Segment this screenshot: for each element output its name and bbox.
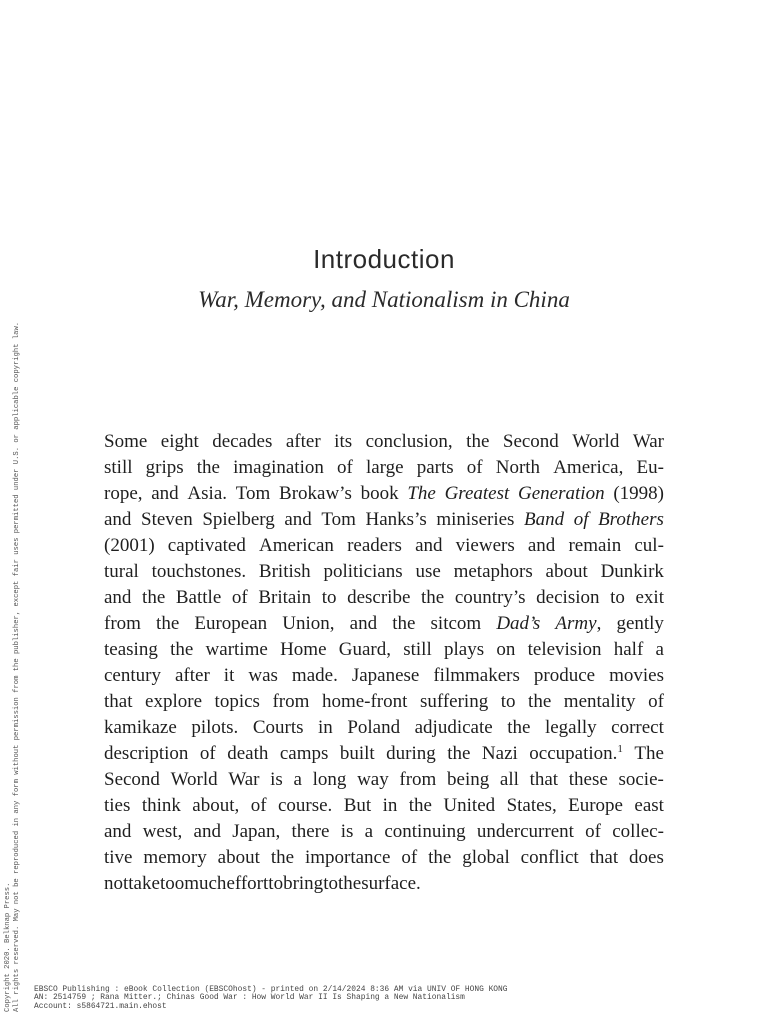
word: Britain	[258, 587, 312, 608]
word: filmmakers	[433, 665, 520, 686]
word: the	[392, 613, 416, 634]
word: collec-	[612, 821, 664, 842]
word: being	[447, 769, 490, 790]
word: socie-	[618, 769, 664, 790]
word: Tom	[321, 509, 356, 530]
word: Eu-	[636, 457, 664, 478]
word: and	[284, 509, 312, 530]
word: remain	[568, 535, 622, 556]
word: World	[572, 431, 620, 452]
word: there	[291, 821, 330, 842]
word: cul-	[634, 535, 664, 556]
word: mentality	[563, 691, 636, 712]
word: long	[312, 769, 347, 790]
word: country’s	[454, 587, 526, 608]
word: memory	[143, 847, 207, 868]
word: about	[217, 847, 260, 868]
word: is	[340, 821, 354, 842]
word: tive	[104, 847, 133, 868]
word: it	[223, 665, 235, 686]
paragraph-line	[104, 689, 664, 715]
word: Poland	[347, 717, 401, 738]
word: Japan,	[232, 821, 281, 842]
word: of	[337, 457, 353, 478]
paragraph-line	[104, 637, 664, 663]
word: of	[250, 795, 267, 816]
word: a	[293, 769, 302, 790]
word: and	[104, 509, 132, 530]
paragraph-line	[104, 767, 664, 793]
paragraph-line	[104, 559, 664, 585]
word: importance	[304, 847, 391, 868]
word: politicians	[323, 561, 403, 582]
word: description	[104, 743, 189, 764]
word: was	[248, 665, 278, 686]
paragraph-line	[104, 871, 664, 897]
word: readers	[347, 535, 402, 556]
word: after	[174, 665, 210, 686]
paragraph-line	[104, 715, 664, 741]
word: global	[462, 847, 510, 868]
word: to	[323, 873, 338, 894]
word: Dunkirk	[600, 561, 664, 582]
paragraph-line	[104, 481, 664, 507]
word: the	[270, 847, 295, 868]
word: home-front	[321, 691, 408, 712]
chapter-title: Introduction	[313, 244, 455, 274]
word: death	[227, 743, 269, 764]
word: produce	[533, 665, 596, 686]
word: all	[499, 769, 519, 790]
word: Dad’s	[496, 613, 541, 634]
word: way	[357, 769, 389, 790]
word: from	[272, 691, 310, 712]
paragraph-line	[104, 793, 664, 819]
word: topics	[214, 691, 260, 712]
word: the	[142, 587, 166, 608]
word: conflict	[520, 847, 579, 868]
word: Battle	[175, 587, 222, 608]
word: undercurrent	[476, 821, 574, 842]
word: of	[199, 743, 216, 764]
word: eight	[160, 431, 199, 452]
word: Asia.	[187, 483, 227, 504]
word: the	[507, 717, 531, 738]
word: the	[408, 795, 432, 816]
word: Home	[280, 639, 327, 660]
word: on	[496, 639, 516, 660]
word: Greatest	[444, 483, 510, 504]
chapter-subtitle: War, Memory, and Nationalism in China	[198, 287, 570, 312]
word: is	[270, 769, 283, 790]
word: take	[128, 873, 160, 894]
word: decision	[536, 587, 600, 608]
copyright-line: Copyright 2020. Belknap Press.	[4, 882, 12, 1012]
word: Nazi	[481, 743, 518, 764]
word: Brokaw’s	[279, 483, 352, 504]
word: Some	[104, 431, 148, 452]
paragraph-line	[104, 845, 664, 871]
word: plays	[444, 639, 485, 660]
word: course.	[277, 795, 333, 816]
word: of	[573, 509, 589, 530]
word: that	[589, 847, 619, 868]
word: still	[104, 457, 133, 478]
footer-print-line: EBSCO Publishing : eBook Collection (EBSCOhost) - printed on 2/14/2024 8:36 AM via UNIV OF HONG KONG	[34, 985, 508, 994]
footer-citation-line: AN: 2514759 ; Rana Mitter.; Chinas Good War : How World War II Is Shaping a New Nationalism	[34, 993, 465, 1003]
word: Brothers	[598, 509, 664, 530]
word: the	[466, 431, 490, 452]
word: not	[104, 873, 129, 894]
word: Army,	[555, 613, 602, 634]
body-paragraph	[104, 429, 664, 897]
word: a	[655, 639, 664, 660]
word: of	[466, 457, 483, 478]
word: in	[318, 717, 333, 738]
word: Tom	[235, 483, 271, 504]
word: and	[193, 821, 221, 842]
word: the	[337, 873, 362, 894]
paragraph-line	[104, 507, 664, 533]
word: touchstones.	[151, 561, 247, 582]
word: United	[443, 795, 496, 816]
word: the	[196, 457, 220, 478]
word: of	[231, 587, 248, 608]
word: decades	[212, 431, 273, 452]
word: America,	[553, 457, 624, 478]
word: tural	[104, 561, 139, 582]
word: television	[527, 639, 602, 660]
word: still	[403, 639, 432, 660]
word: exit	[635, 587, 664, 608]
word: from	[399, 769, 437, 790]
word: in	[382, 795, 398, 816]
word: the	[447, 743, 471, 764]
word: Second	[502, 431, 559, 452]
paragraph-line	[104, 611, 664, 637]
word: viewers	[455, 535, 515, 556]
word: too	[159, 873, 185, 894]
paragraph-line	[104, 663, 664, 689]
word: World	[170, 769, 218, 790]
word: War	[632, 431, 664, 452]
paragraph-line	[104, 533, 664, 559]
word: that	[529, 769, 559, 790]
word: American	[259, 535, 334, 556]
word: the	[421, 587, 445, 608]
word: of	[648, 691, 664, 712]
word: correct	[611, 717, 664, 738]
word: Japanese	[351, 665, 420, 686]
word: War	[228, 769, 260, 790]
word: and	[527, 535, 556, 556]
word: and	[104, 821, 132, 842]
word: wartime	[205, 639, 268, 660]
word: west,	[142, 821, 183, 842]
paragraph-line	[104, 585, 664, 611]
copyright-notice	[4, 252, 22, 1012]
word: Second	[104, 769, 160, 790]
word: miniseries	[436, 509, 515, 530]
word: and	[415, 535, 443, 556]
word: and	[151, 483, 179, 504]
word: the	[428, 847, 452, 868]
word: Guard,	[338, 639, 391, 660]
word: to	[610, 587, 625, 608]
word: suffering	[419, 691, 489, 712]
word: Hanks’s	[365, 509, 427, 530]
word: the	[170, 639, 194, 660]
word: European	[194, 613, 268, 634]
word: Steven	[141, 509, 193, 530]
paragraph-line	[104, 455, 664, 481]
word: and	[349, 613, 378, 634]
word: from	[104, 613, 141, 634]
word: grips	[145, 457, 184, 478]
word: North	[495, 457, 541, 478]
word: imagination	[233, 457, 324, 478]
paragraph-line	[104, 819, 664, 845]
paragraph-line	[104, 741, 664, 767]
word: effort	[226, 873, 269, 894]
word: use	[415, 561, 441, 582]
word: (2001)	[104, 535, 155, 556]
word: about	[545, 561, 588, 582]
word: of	[401, 847, 418, 868]
word: built	[339, 743, 375, 764]
word: rope,	[104, 483, 143, 504]
word: explore	[145, 691, 203, 712]
word: the	[156, 613, 180, 634]
word: that	[104, 691, 133, 712]
word: half	[613, 639, 644, 660]
word: during	[386, 743, 436, 764]
word: to	[268, 873, 284, 894]
ebsco-footer	[34, 986, 508, 1011]
word: adjudicate	[414, 717, 493, 738]
word: pilots.	[191, 717, 239, 738]
word: surface.	[361, 873, 421, 894]
word: kamikaze	[104, 717, 177, 738]
word: The	[407, 483, 436, 504]
word: Courts	[252, 717, 304, 738]
footer-account-line: Account: s5864721.main.ehost	[34, 1001, 167, 1011]
word: Europe	[568, 795, 623, 816]
word: these	[568, 769, 608, 790]
word: legally	[544, 717, 597, 738]
word: The	[634, 743, 664, 764]
word: Band	[524, 509, 565, 530]
word: Generation	[518, 483, 605, 504]
word: British	[258, 561, 311, 582]
word: sitcom	[430, 613, 482, 634]
word: But	[343, 795, 372, 816]
word: metaphors	[453, 561, 533, 582]
word: of	[585, 821, 601, 842]
word: continuing	[384, 821, 466, 842]
word: its	[334, 431, 353, 452]
word: bring	[283, 873, 324, 894]
word: east	[634, 795, 664, 816]
word: movies	[609, 665, 664, 686]
word: describe	[347, 587, 411, 608]
word: the	[528, 691, 552, 712]
word: think	[141, 795, 181, 816]
rights-reserved-line: All rights reserved. May not be reproduced in any form without permission from the publisher, except fair uses permitted under U.S. or applicable copyright law.	[13, 321, 21, 1012]
word: ties	[104, 795, 131, 816]
word: States,	[506, 795, 557, 816]
word: and	[104, 587, 132, 608]
word: captivated	[167, 535, 246, 556]
word: Spielberg	[202, 509, 275, 530]
word: does	[629, 847, 664, 868]
word: camps	[279, 743, 329, 764]
word: teasing	[104, 639, 158, 660]
word: much	[184, 873, 227, 894]
word: conclusion,	[365, 431, 453, 452]
word: (1998)	[613, 483, 664, 504]
word: occupation.$^1$	[529, 743, 623, 764]
word: after	[285, 431, 321, 452]
word: to	[500, 691, 516, 712]
word: book	[360, 483, 399, 504]
word: parts	[416, 457, 454, 478]
word: century	[104, 665, 161, 686]
word: large	[365, 457, 404, 478]
word: about,	[192, 795, 240, 816]
word: Union,	[282, 613, 335, 634]
paragraph-line	[104, 429, 664, 455]
word: to	[321, 587, 337, 608]
word: a	[364, 821, 374, 842]
word: gently	[616, 613, 664, 634]
word: made.	[291, 665, 338, 686]
